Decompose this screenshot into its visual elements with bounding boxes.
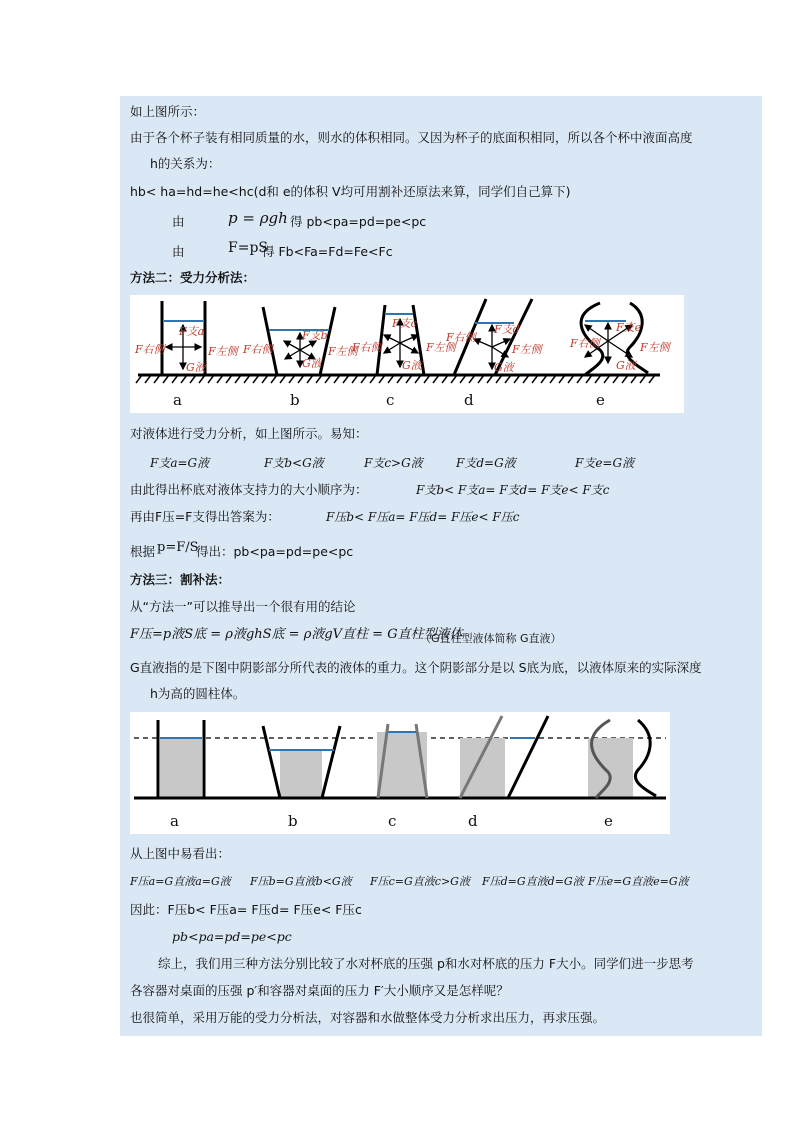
f-right-label: F右侧 [243,343,273,356]
text-line: 根据 [130,544,156,559]
f-right-label: F右侧 [352,341,382,354]
f-support-label: F支a [179,325,205,338]
f-right-label: F右侧 [135,343,165,356]
content-panel [120,96,762,1036]
f-support-label: F支b [302,329,328,342]
relation: F支b<G液 [264,456,324,470]
text-line: 各容器对桌面的压强 p′和容器对桌面的压力 F′大小顺序又是怎样呢？ [130,983,509,998]
formula: p=F/S [157,540,199,555]
relation: F压a=G直液a=G液 [130,875,231,888]
force-analysis-diagram [130,295,684,413]
f-left-label: F左侧 [426,341,456,354]
text-line: 从“方法一”可以推导出一个很有用的结论 [130,599,356,614]
f-support-label: F支e [616,321,642,334]
cup-label-d: d [468,812,478,830]
f-left-label: F左侧 [208,345,238,358]
relation: F压b=G直液b<G液 [250,875,352,888]
text-line: 得 Fb<Fa=Fd=Fe<Fc [262,244,393,259]
f-right-label: F右侧 [570,337,600,350]
relation: F压e=G直液e=G液 [588,875,689,888]
g-liquid-label: G液 [616,359,636,372]
text-line: （G直柱型液体简称 G直液） [420,632,562,645]
relation: F支d=G液 [456,456,516,470]
text-line: 由 [172,244,185,259]
relation: F支e=G液 [575,456,635,470]
text-line: 如上图所示： [130,104,206,119]
text-line: 由于各个杯子装有相同质量的水，则水的体积相同。又因为杯子的底面积相同，所以各个杯中液面高度 [130,130,693,145]
text-line: 由 [172,214,185,229]
cup-label-a: a [170,812,179,830]
cup-label-b: b [290,391,300,409]
text-line: 得 pb<pa=pd=pe<pc [290,214,427,229]
text-line: h为高的圆柱体。 [150,686,246,701]
cup-label-c: c [386,391,395,409]
f-left-label: F左侧 [512,343,542,356]
text-line: 得出：pb<pa=pd=pe<pc [196,544,354,559]
cup-label-e: e [604,812,613,830]
relation: F压c=G直液c>G液 [370,875,470,888]
text-line: 也很简单，采用万能的受力分析法，对容器和水做整体受力分析求出压力，再求压强。 [130,1010,606,1025]
cup-label-e: e [596,391,605,409]
text-line: h的关系为： [150,156,221,171]
text-line: 由此得出杯底对液体支持力的大小顺序为： [130,482,368,497]
text-line: G直液指的是下图中阴影部分所代表的液体的重力。这个阴影部分是以 S底为底，以液体原来的实际深度 [130,660,702,675]
cup-label-d: d [464,391,474,409]
g-liquid-label: G液 [302,357,322,370]
g-liquid-label: G液 [402,359,422,372]
cup-label-c: c [388,812,397,830]
f-left-label: F左侧 [328,345,358,358]
text-line: 因此：F压b< F压a= F压d= F压e< F压c [130,902,362,917]
relation: F支a=G液 [150,456,210,470]
cup-label-b: b [288,812,298,830]
text-line: 对液体进行受力分析，如上图所示。易知： [130,426,368,441]
section-heading: 方法三：割补法： [130,572,231,587]
f-support-label: F支d [494,323,520,336]
relation: F支b< F支a= F支d= F支e< F支c [416,483,610,497]
f-support-label: F支c [392,317,417,330]
formula: F=pS [228,240,268,256]
f-right-label: F右侧 [446,331,476,344]
relation: F压b< F压a= F压d= F压e< F压c [326,510,520,524]
formula: F压=p液S底 = ρ液ghS底 = ρ液gV直柱 = G直柱型液体 [130,627,463,642]
force-analysis-figure [130,295,684,413]
text-line: hb< ha=hd=he<hc(d和 e的体积 V均可用割补还原法来算，同学们自己算下) [130,184,571,199]
text-line: 综上，我们用三种方法分别比较了水对杯底的压强 p和水对杯底的压力 F大小。同学们进一步思考 [158,956,694,971]
cut-fill-figure [130,712,670,834]
cut-fill-diagram [130,712,670,834]
text-line: 从上图中易看出： [130,846,231,861]
relation: F支c>G液 [364,456,423,470]
f-left-label: F左侧 [640,341,670,354]
relation: F压d=G直液d=G液 [482,875,584,888]
g-liquid-label: G液 [186,361,206,374]
section-heading: 方法二：受力分析法： [130,270,256,285]
text-line: 再由F压=F支得出答案为： [130,509,280,524]
cup-label-a: a [173,391,182,409]
relation: pb<pa=pd=pe<pc [172,929,292,944]
g-liquid-label: G液 [494,361,514,374]
formula: p = ρgh [228,209,288,227]
